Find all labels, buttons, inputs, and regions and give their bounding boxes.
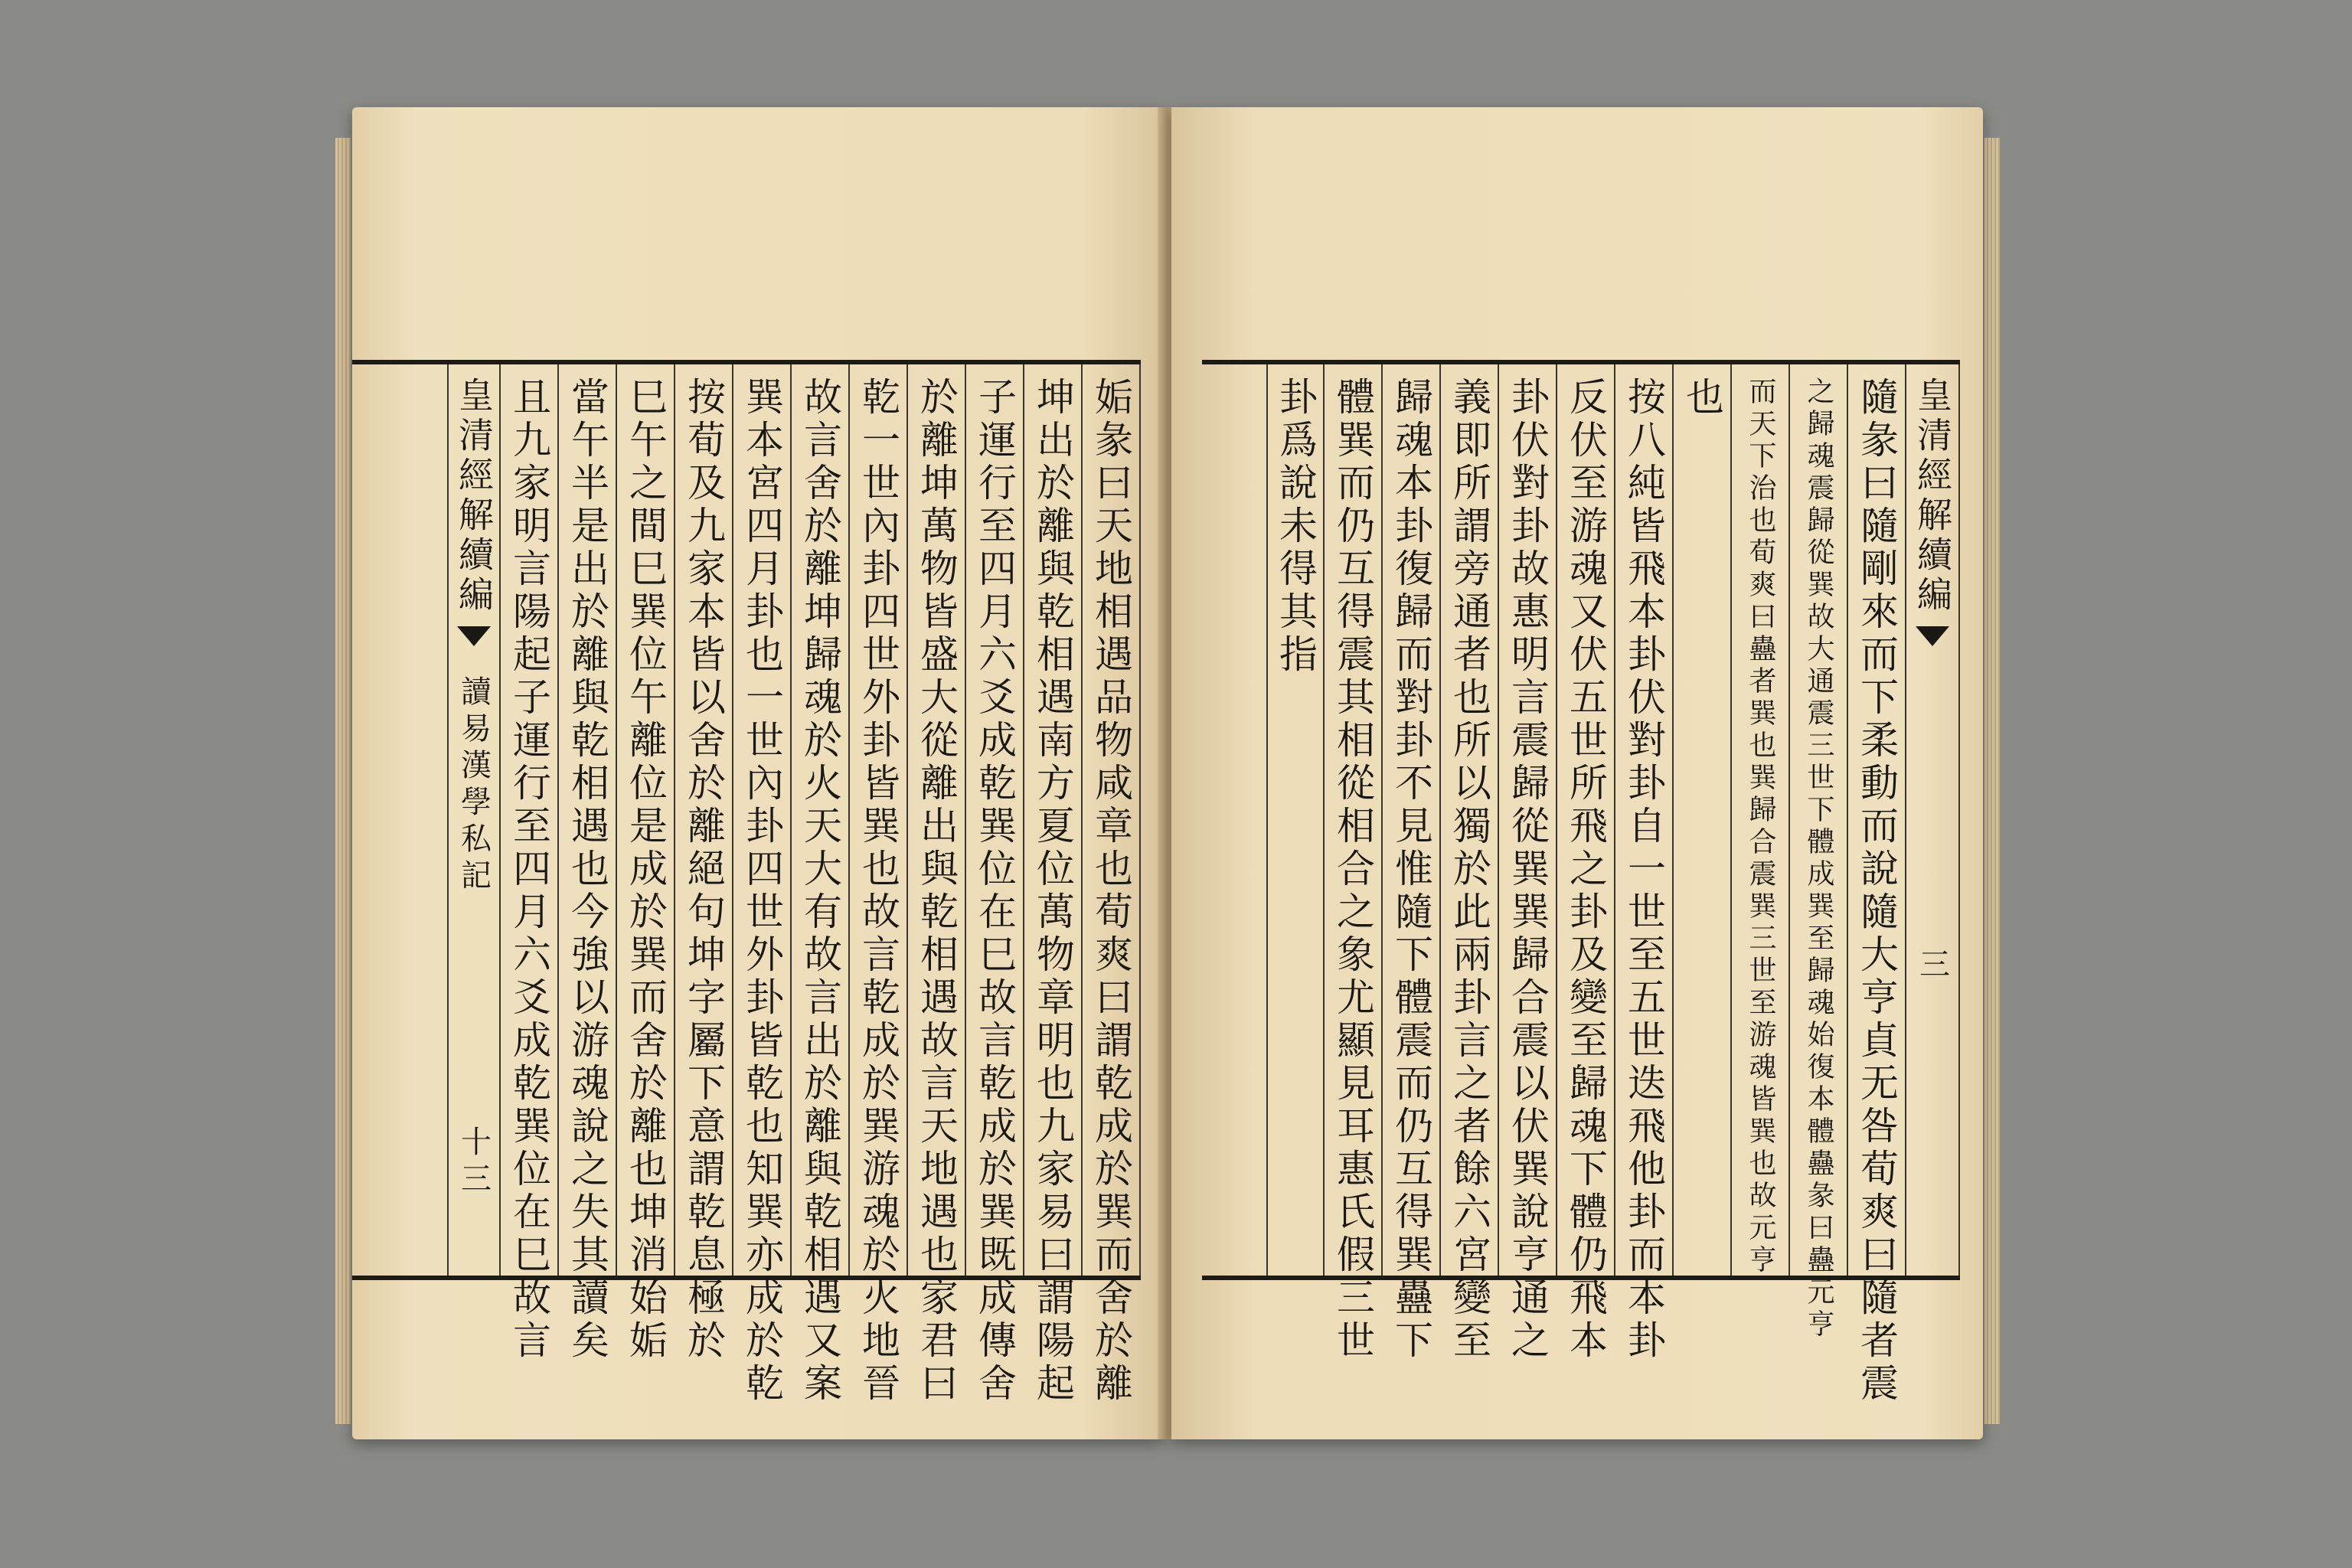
- left-text-column: [733, 364, 792, 1406]
- fish-tail-mark: [457, 626, 491, 646]
- right-text-column: [1441, 364, 1499, 1363]
- left-text-column: [675, 364, 733, 1363]
- right-text-column: [1383, 364, 1441, 1363]
- right-folio: 三: [1914, 948, 1950, 985]
- page-edges-right: [1984, 138, 2000, 1424]
- left-column-text: 且九家明言陽起子運行至四月六爻成乾巽位在巳故言: [507, 377, 551, 1363]
- left-column-text: 乾一世內卦四世外卦皆巽也故言乾成於巽游魂於火地晉: [856, 377, 900, 1406]
- right-text-column: [1615, 364, 1674, 1363]
- left-column-text: 故言舍於離坤歸魂於火天大有故言出於離與乾相遇又案: [798, 377, 842, 1406]
- right-column-text: 隨彖曰隨剛來而下柔動而說隨大亨貞无咎荀爽曰隨者震: [1854, 377, 1899, 1406]
- right-spine-column: [1906, 364, 1960, 1276]
- left-text-column: [617, 364, 675, 1363]
- right-column-text: 按八純皆飛本卦伏對卦自一世至五世迭飛他卦而本卦: [1622, 377, 1666, 1363]
- right-text-column: [1266, 364, 1325, 1276]
- left-column-text: 巳午之間巳巽位午離位是成於巽而舍於離也坤消始姤: [623, 377, 668, 1363]
- left-text-column: [908, 364, 966, 1406]
- left-spine-subtitle: 讀易漢學私記: [456, 675, 492, 896]
- right-column-text: 卦爲說未得其指: [1273, 377, 1318, 677]
- left-spine-column: [447, 364, 501, 1276]
- left-column-text: 巽本宮四月卦也一世內卦四世外卦皆乾也知巽亦成於乾: [740, 377, 784, 1406]
- left-page: [352, 107, 1164, 1439]
- right-page: [1171, 107, 1983, 1439]
- left-text-column: [1024, 364, 1083, 1406]
- right-column-text: 之歸魂震歸從巽故大通震三世下體成巽至歸魂始復本體蠱彖曰蠱元亨: [1803, 377, 1834, 1341]
- right-text-column: [1499, 364, 1557, 1363]
- left-column-text: 於離坤萬物皆盛大從離出與乾相遇故言天地遇也家君曰: [914, 377, 959, 1406]
- right-text-column: [1848, 364, 1906, 1406]
- left-column-text: 按荀及九家本皆以舍於離絕句坤字屬下意謂乾息極於: [681, 377, 726, 1363]
- right-text-column: [1790, 364, 1848, 1341]
- right-columns: [1202, 364, 1960, 1406]
- right-column-text: 歸魂本卦復歸而對卦不見惟隨下體震而仍互得巽蠱下: [1389, 377, 1433, 1363]
- left-spine-title: 皇清經解續編: [453, 377, 495, 616]
- right-text-frame: [1202, 360, 1960, 1406]
- left-column-text: 子運行至四月六爻成乾巽位在巳故言乾成於巽既成傳舍: [972, 377, 1017, 1406]
- right-text-column: [1732, 364, 1790, 1276]
- right-column-text: 義即所謂旁通者也所以獨於此兩卦言之者餘六宮變至: [1447, 377, 1491, 1363]
- left-text-column: [966, 364, 1024, 1406]
- right-text-column: [1325, 364, 1383, 1363]
- right-column-text: 也: [1680, 377, 1724, 420]
- left-column-text: 姤彖曰天地相遇品物咸章也荀爽曰謂乾成於巽而舍於離: [1089, 377, 1133, 1406]
- left-folio: 十三: [456, 1125, 492, 1199]
- right-column-text: 反伏至游魂又伏五世所飛之卦及變至歸魂下體仍飛本: [1563, 377, 1608, 1363]
- fish-tail-mark: [1916, 626, 1949, 646]
- left-columns: [352, 364, 1141, 1406]
- right-column-text: 而天下治也荀爽曰蠱者巽也巽歸合震巽三世至游魂皆巽也故元亨: [1745, 377, 1776, 1277]
- right-column-text: 體巽而仍互得震其相從相合之象尤顯見耳惠氏假三世: [1331, 377, 1375, 1363]
- left-text-column: [559, 364, 617, 1363]
- right-column-text: 卦伏對卦故惠明言震歸從巽巽歸合震以伏巽說亨通之: [1505, 377, 1550, 1363]
- right-text-column: [1557, 364, 1615, 1363]
- right-spine-title: 皇清經解續編: [1912, 377, 1953, 616]
- open-book: [352, 92, 2006, 1462]
- left-text-frame: [352, 360, 1141, 1406]
- left-column-text: 坤出於離與乾相遇南方夏位萬物章明也九家易曰謂陽起: [1031, 377, 1075, 1406]
- left-column-text: 當午半是出於離與乾相遇也今強以游魂說之失其讀矣: [565, 377, 609, 1363]
- left-text-column: [792, 364, 850, 1406]
- left-text-column: [501, 364, 559, 1363]
- left-text-column: [850, 364, 908, 1406]
- right-text-column: [1674, 364, 1732, 1276]
- left-text-column: [1083, 364, 1141, 1406]
- page-edges-left: [335, 138, 351, 1424]
